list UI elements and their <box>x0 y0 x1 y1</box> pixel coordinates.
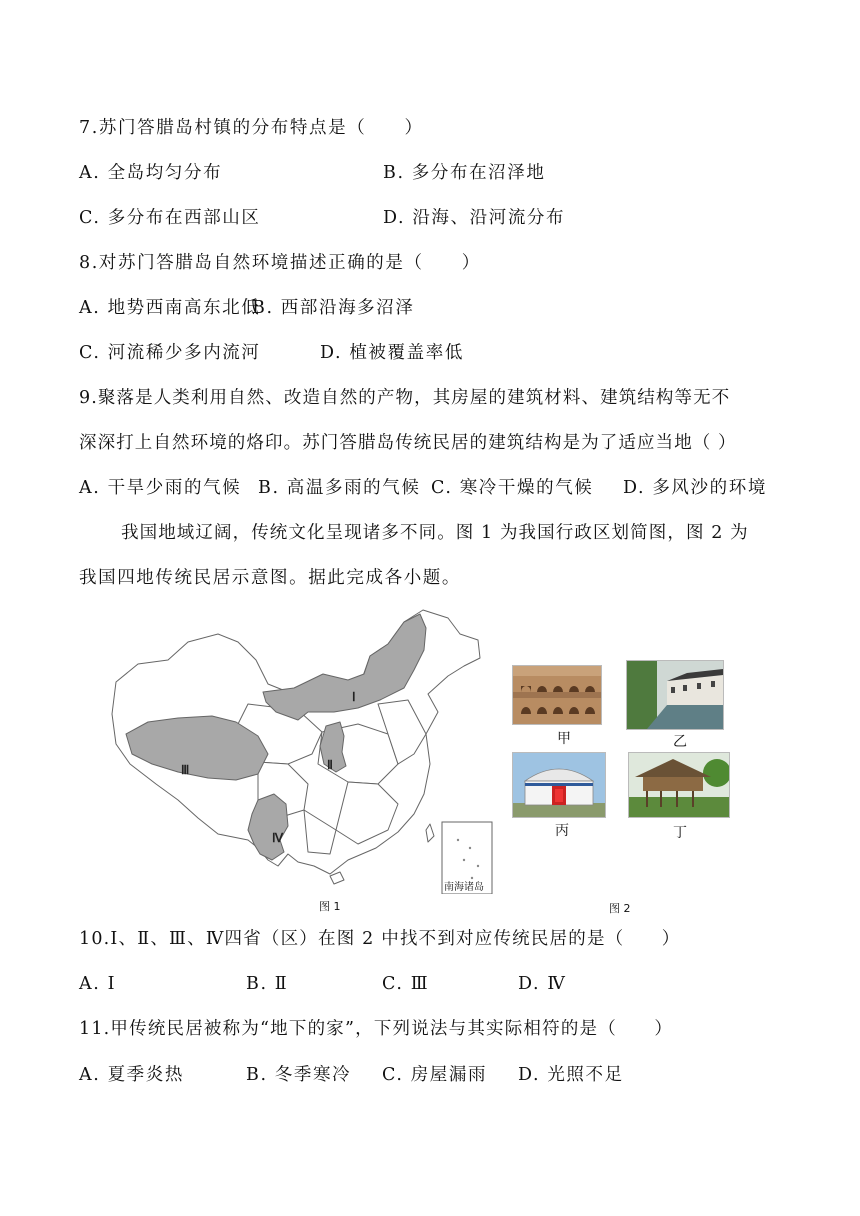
q10-option-c: C. Ⅲ <box>382 974 430 994</box>
photo-ding-stilt-house <box>628 752 730 818</box>
q11-option-d: D. 光照不足 <box>518 1065 624 1085</box>
photo-yi-water-town <box>626 660 724 730</box>
region-i-label: Ⅰ <box>352 690 356 704</box>
q9-option-c: C. 寒冷干燥的气候 <box>431 478 594 498</box>
q7-option-c: C. 多分布在西部山区 <box>79 208 261 228</box>
question-8-stem: 8.对苏门答腊岛自然环境描述正确的是（ ） <box>79 253 481 273</box>
south-china-sea-islands-label: 南海诸岛 <box>444 882 484 893</box>
region-iii-label: Ⅲ <box>181 763 190 777</box>
photo-ding-label: 丁 <box>673 825 687 841</box>
question-9-stem-line1: 9.聚落是人类利用自然、改造自然的产物，其房屋的建筑材料、建筑结构等无不 <box>79 388 731 408</box>
q8-option-a: A. 地势西南高东北低 <box>79 298 261 318</box>
q7-option-d: D. 沿海、沿河流分布 <box>383 208 566 228</box>
intro-line1: 我国地域辽阔，传统文化呈现诸多不同。图 1 为我国行政区划简图，图 2 为 <box>121 523 749 543</box>
question-9-stem-line2: 深深打上自然环境的烙印。苏门答腊岛传统民居的建筑结构是为了适应当地（ ） <box>79 433 737 453</box>
region-ii-label: Ⅱ <box>327 758 333 772</box>
q9-option-b: B. 高温多雨的气候 <box>258 478 421 498</box>
q10-option-b: B. Ⅱ <box>246 974 289 994</box>
q11-option-a: A. 夏季炎热 <box>79 1065 184 1085</box>
q9-option-d: D. 多风沙的环境 <box>623 478 767 498</box>
question-10-stem: 10.Ⅰ、Ⅱ、Ⅲ、Ⅳ四省（区）在图 2 中找不到对应传统民居的是（ ） <box>79 929 681 949</box>
photo-yi-label: 乙 <box>673 734 687 750</box>
q7-option-a: A. 全岛均匀分布 <box>79 163 223 183</box>
q11-option-b: B. 冬季寒冷 <box>246 1065 352 1085</box>
q10-option-a: A. Ⅰ <box>79 974 117 994</box>
figure-1-caption: 图 1 <box>319 900 341 913</box>
q11-option-c: C. 房屋漏雨 <box>382 1065 488 1085</box>
q7-option-b: B. 多分布在沼泽地 <box>383 163 546 183</box>
question-11-stem: 11.甲传统民居被称为“地下的家”，下列说法与其实际相符的是（ ） <box>79 1019 674 1039</box>
q8-option-d: D. 植被覆盖率低 <box>320 343 464 363</box>
photo-jia-cave-dwelling <box>512 665 602 725</box>
figure-2-caption: 图 2 <box>609 902 631 915</box>
photo-bing-yurt <box>512 752 606 818</box>
china-map-figure <box>108 604 508 894</box>
photo-jia-label: 甲 <box>557 731 571 747</box>
intro-line2: 我国四地传统民居示意图。据此完成各小题。 <box>79 568 461 588</box>
region-iv-label: Ⅳ <box>272 831 284 845</box>
q10-option-d: D. Ⅳ <box>518 974 567 994</box>
q9-option-a: A. 干旱少雨的气候 <box>79 478 242 498</box>
photo-bing-label: 丙 <box>555 823 569 839</box>
question-7-stem: 7.苏门答腊岛村镇的分布特点是（ ） <box>79 118 424 138</box>
q8-option-c: C. 河流稀少多内流河 <box>79 343 261 363</box>
q8-option-b: B. 西部沿海多沼泽 <box>252 298 415 318</box>
